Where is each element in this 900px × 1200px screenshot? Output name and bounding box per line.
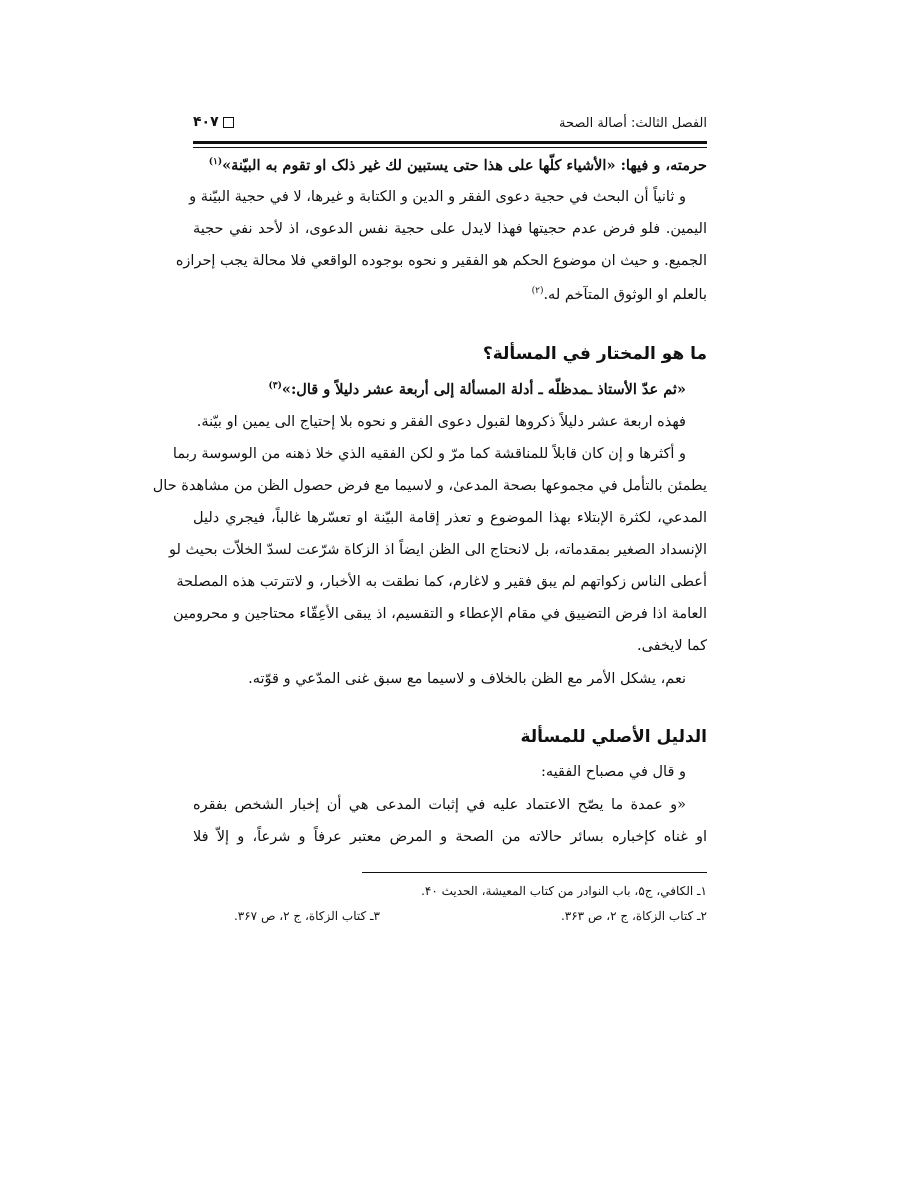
text-line: المدعي، لكثرة الإبتلاء بهذا الموضوع و تعذر إقامة البيّنة او تعسّرها غالباً، فيجري دليل — [193, 510, 707, 526]
text-line: نعم، يشكل الأمر مع الظن بالخلاف و لاسيما مع سبق غنى المدّعي و قوّته. — [248, 671, 686, 687]
section-heading: الدليل الأصلي للمسألة — [520, 727, 707, 747]
footnote-rule — [362, 872, 707, 873]
header-rule-thick — [193, 141, 707, 144]
footnote: ۲ـ كتاب الزكاة، ج ۲، ص ۳۶۳. — [560, 909, 707, 923]
header-rule-thin — [193, 147, 707, 148]
section-heading: ما هو المختار في المسألة؟ — [482, 344, 707, 364]
running-header-title: الفصل الثالث: أصالة الصحة — [559, 116, 707, 131]
footnote-ref: (۱) — [208, 157, 223, 167]
text-line: فهذه اربعة عشر دليلاً ذكروها لقبول دعوى الفقر و نحوه بلا إحتياج الى يمين او بيّنة. — [196, 414, 686, 430]
text-line — [193, 287, 707, 302]
text-line — [193, 158, 707, 173]
square-bullet-icon — [223, 117, 234, 128]
text-line: العامة اذا فرض التضييق في مقام الإعطاء و التقسيم، اذ يبقى الأعِقّاء محتاجين و محرومين — [173, 606, 707, 622]
text-span: بالعلم او الوثوق المتآخم له. — [543, 286, 707, 303]
footnote: ۱ـ الكافي، ج۵، باب النوادر من كتاب المعيشة، الحديث ۴۰. — [421, 884, 707, 898]
page-number-text: ۴۰۷ — [193, 114, 219, 130]
text-line — [193, 382, 686, 397]
text-line: و أكثرها و إن كان قابلاً للمناقشة كما مرّ و لكن الفقيه الذي خلا ذهنه من الوسوسة ربما — [172, 446, 686, 462]
text-line: و قال في مصباح الفقيه: — [541, 764, 686, 780]
footnote-ref: (۳) — [268, 381, 282, 391]
text-line: الجميع. و حيث ان موضوع الحكم هو الفقير و نحوه بوجوده الواقعي فلا محالة يجب إحرازه — [175, 253, 707, 269]
text-span: «ثم عدّ الأستاذ ـمدظلّه ـ أدلة المسألة إلى أربعة عشر دليلاً و قال:» — [281, 380, 686, 398]
text-line: «و عمدة ما يصّح الاعتماد عليه في إثبات المدعى هي أن إخبار الشخص بفقره — [193, 797, 686, 813]
footnote: ۳ـ كتاب الزكاة، ج ۲، ص ۳۶۷. — [233, 909, 380, 923]
page-number — [193, 114, 234, 130]
text-line: الإنسداد الصغير بمقدماته، بل لانحتاج الى الظن ايضاً اذ الزكاة شرّعت لسدّ الخلاّت بحيث لو — [168, 542, 707, 558]
text-span: حرمته، و فيها: «الأشياء كلّها على هذا حتى يستبين لك غير ذلک او تقوم به البيّنة» — [222, 156, 707, 174]
text-line: أعطى الناس زكواتهم لم يبق فقير و لاغارم، كما نطقت به الأخبار، و لاتترتب هذه المصلحة — [176, 574, 707, 590]
text-line: كما لايخفى. — [636, 638, 707, 654]
text-line: يطمئن بالتأمل في مجموعها بصحة المدعىٰ، و لاسيما مع فرض حصول الظن من مشاهدة حال — [152, 478, 707, 494]
text-line: و ثانياً أن البحث في حجية دعوى الفقر و الدين و الكتابة و غيرها، لا في حجية البيّنة و — [189, 189, 686, 205]
text-line: اليمين. فلو فرض عدم حجيتها فهذا لايدل على حجية نفس الدعوى، اذ لأحد نفي حجية — [193, 221, 707, 237]
text-line: او غناه كإخباره بسائر حالاته من الصحة و المرض معتبر عرفاً و شرعاً، و إلاّ فلا — [193, 829, 707, 845]
footnote-ref: (۲) — [531, 286, 544, 296]
